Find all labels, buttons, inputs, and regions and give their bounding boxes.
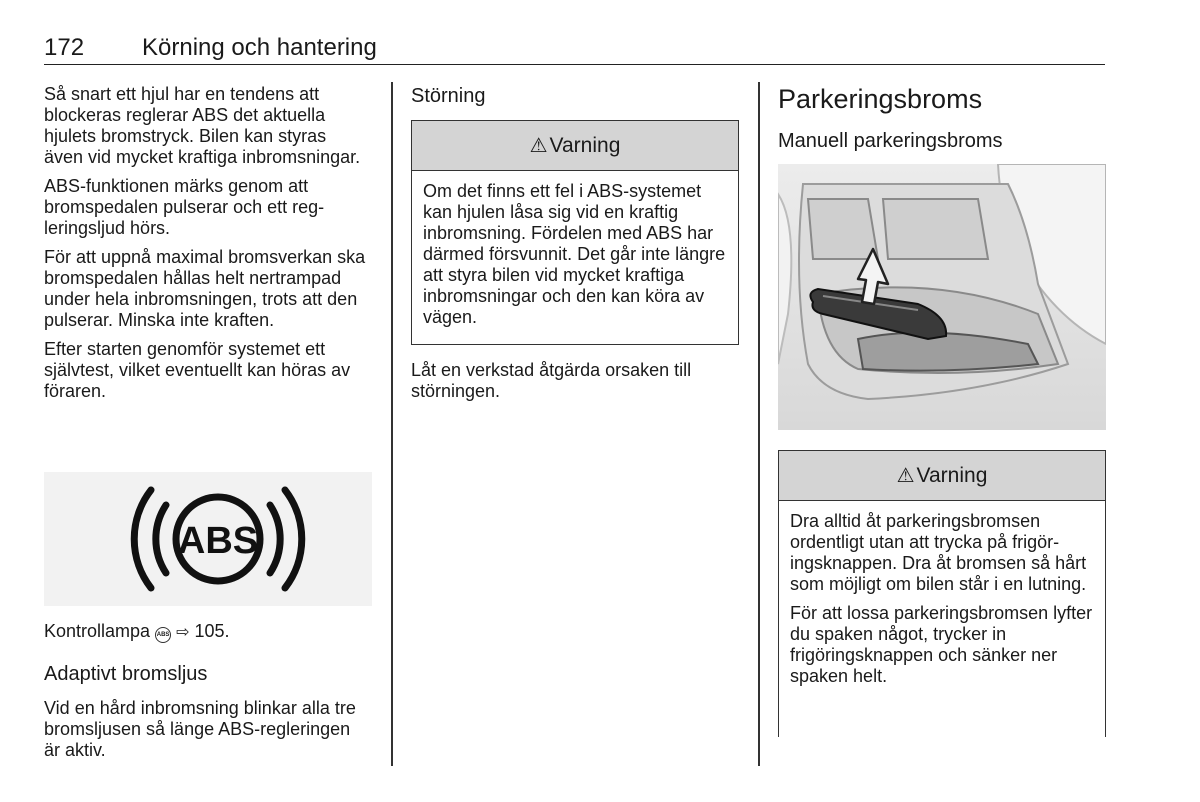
abs-warning-lamp-icon	[44, 472, 372, 606]
paragraph: För att uppnå maximal bromsverkan ska bromspedalen hållas helt nertrampad under hela inbromsningen, trots att den pulserar. Minska inte kraften.	[44, 247, 366, 330]
column-1-lower	[44, 621, 370, 769]
abs-illustration	[44, 472, 372, 606]
paragraph: ABS-funktionen märks genom att bromspedalen pulserar och ett regleringsljud hörs.	[44, 176, 325, 238]
column-divider-left	[391, 82, 393, 766]
abs-symbol-text: ABS	[177, 520, 259, 562]
paragraph: Låt en verkstad åtgärda orsaken till störningen.	[411, 360, 692, 401]
heading-adaptive-brake-light: Adaptivt bromsljus	[44, 663, 208, 685]
section-title: Körning och hantering	[142, 34, 377, 61]
subheading-manual-parking-brake: Manuell parkeringsbroms	[778, 130, 1003, 152]
parking-brake-lever-image	[778, 164, 1106, 430]
warning-text: Dra alltid åt parkeringsbromsen ordentligt utan att trycka på frigöringsknappen. Dra åt bromsen så hårt som möjligt om bilen står i en lutning.	[790, 511, 1087, 594]
column-1	[44, 84, 370, 410]
paragraph: Efter starten genomför systemet ett självtest, vilket eventuellt kan höras av föraren.	[44, 339, 351, 401]
warning-body	[412, 171, 738, 334]
warning-triangle-icon: ⚠	[896, 465, 915, 487]
warning-title: Varning	[916, 463, 988, 487]
heading-malfunction: Störning	[411, 85, 486, 107]
column-divider-right	[758, 82, 760, 766]
warning-header	[779, 451, 1105, 501]
abs-lamp-icon: ABS	[155, 627, 171, 643]
column-2-lower	[411, 360, 737, 410]
parking-brake-illustration	[778, 164, 1106, 430]
warning-text: Om det finns ett fel i ABS-systemet kan hjulen låsa sig vid en kraftig inbromsning. Fördelen med ABS har därmed försvunnit. Det går inte längre att styra bilen vid mycket kraftiga inbromsningar och den kan köra av vägen.	[423, 181, 726, 327]
warning-box	[778, 450, 1106, 737]
warning-body	[779, 501, 1105, 693]
page-reference[interactable]: 105.	[194, 621, 230, 641]
caption-label: Kontrollampa	[44, 621, 151, 641]
paragraph: Vid en hård inbromsning blinkar alla tre bromsljusen så länge ABS-regleringen är aktiv.	[44, 698, 356, 760]
warning-triangle-icon: ⚠	[529, 135, 548, 157]
page-header	[44, 34, 1105, 65]
warning-title: Varning	[549, 133, 621, 157]
warning-text: För att lossa parkeringsbromsen lyfter du spaken något, trycker in frigöringsknappen och sänker ner spaken helt.	[790, 603, 1093, 686]
page-number: 172	[44, 34, 85, 61]
caption	[44, 621, 370, 643]
warning-box	[411, 120, 739, 345]
warning-header	[412, 121, 738, 171]
page-reference-icon: ⇨	[176, 624, 190, 641]
paragraph: Så snart ett hjul har en tendens att blockeras reglerar ABS det aktuella hjulets bromstryck. Bilen kan styras även vid mycket kraftiga inbromsningar.	[44, 84, 361, 167]
heading-parking-brake: Parkeringsbroms	[778, 84, 983, 114]
